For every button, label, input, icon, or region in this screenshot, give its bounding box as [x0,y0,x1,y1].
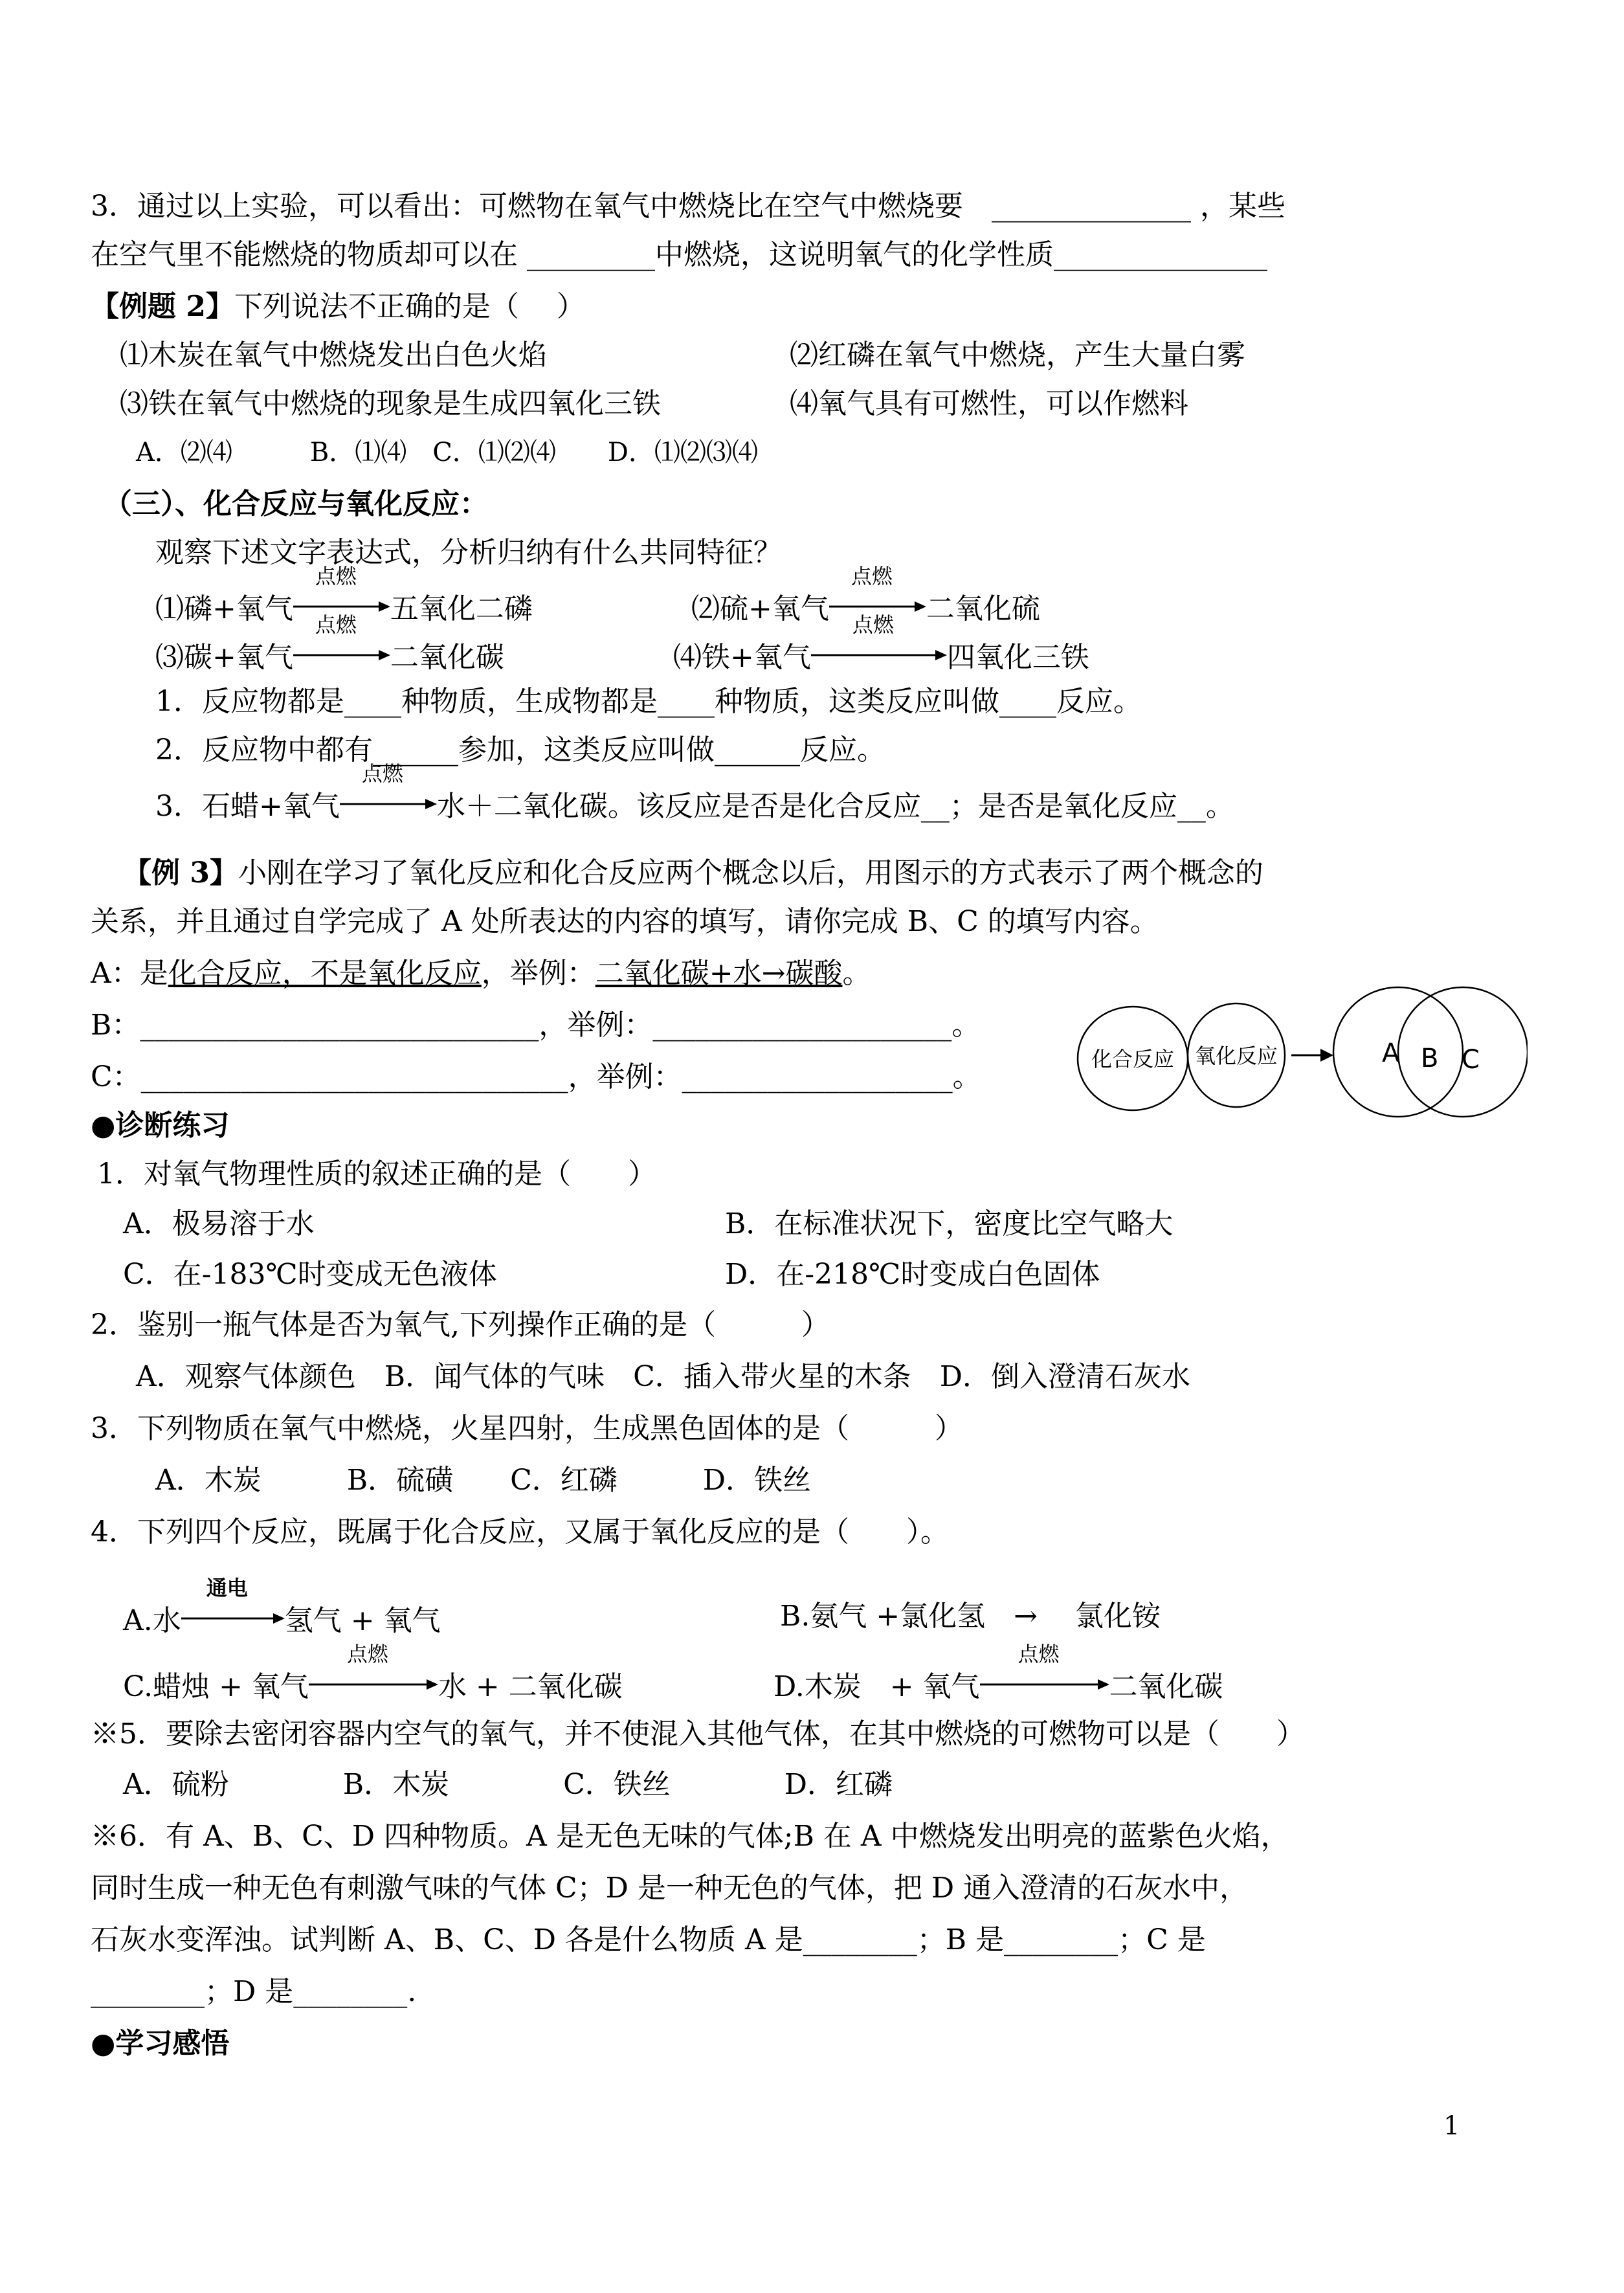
reaction-arrow [309,1642,438,1696]
diag-q3-options: A．木炭 B．硫磺 C．红磷 D．铁丝 [155,1464,812,1497]
venn-diagram [1062,968,1528,1136]
arrow-label: 点燃 [346,1642,388,1666]
equation-1-left: ⑴磷+氧气 [155,592,293,625]
fill-1: 1．反应物都是____种物质，生成物都是____种物质，这类反应叫做____反应。 [155,685,1142,718]
example3-b: B：____________________________，举例：_____________________。 [91,1009,981,1042]
oxidation-reaction-label: 氧化反应 [1194,1044,1278,1068]
example2-title: 【例题 2】 [91,290,234,323]
observe-prompt: 观察下述文字表达式，分析归纳有什么共同特征？ [155,536,782,569]
page-number: 1 [1443,2111,1460,2141]
fill-3 [155,761,1234,825]
example3-a-example: 二氧化碳+水→碳酸 [595,957,843,990]
section3-title: （三）、化合反应与氧化反应： [104,487,488,520]
example3-a-prefix: A：是 [91,957,168,990]
fill-3-left: 3．石蜡+氧气 [155,790,340,823]
example3-line2: 关系，并且通过自学完成了 A 处所表达的内容的填写，请你完成 B、C 的填写内容。 [91,905,1159,938]
venn-label-a: A [1382,1038,1400,1068]
example2-option-2: ⑵红磷在氧气中燃烧，产生大量白雾 [790,339,1245,372]
example3-title: 【例 3】 [123,856,238,889]
q3-line1: 3．通过以上实验，可以看出：可燃物在氧气中燃烧比在空气中燃烧要 ______________ ，某些 [91,190,1285,223]
example2-option-1: ⑴木炭在氧气中燃烧发出白色火焰 [120,339,547,372]
diag-q4-a [123,1576,441,1640]
arrow-label: 点燃 [851,564,893,588]
equation-2-right: 二氧化硫 [926,592,1040,625]
diag-q4: 4．下列四个反应，既属于化合反应，又属于氧化反应的是（ ）。 [91,1516,949,1549]
venn-arrow-head [1320,1049,1333,1062]
example3-a [91,955,871,992]
reaction-arrow [811,612,947,667]
diag-q6-line3: 石灰水变浑浊。试判断 A、B、C、D 各是什么物质 A 是________；B 是________；C 是 [91,1923,1206,1956]
diag-q1-d: D．在-218℃时变成白色固体 [725,1258,1100,1291]
reaction-arrow [293,612,390,667]
q4-a-right: 氢气 + 氧气 [284,1604,441,1637]
equation-4-right: 四氧化三铁 [946,641,1089,674]
arrow-label: 点燃 [315,564,357,588]
equation-3 [155,612,504,677]
reaction-arrow [181,1576,285,1630]
venn-label-c: C [1462,1045,1480,1075]
diagnosis-title: ●诊断练习 [91,1109,230,1142]
arrow-label: 点燃 [852,612,894,637]
venn-label-b: B [1421,1044,1439,1073]
q3-line2: 在空气里不能燃烧的物质却可以在 _________中燃烧，这说明氧气的化学性质_______________ [91,238,1267,271]
q4-c-right: 水 + 二氧化碳 [438,1670,623,1703]
diag-q4-d [773,1642,1223,1706]
example3-a-definition: 化合反应，不是氧化反应 [168,957,482,990]
reaction-arrow [980,1642,1109,1696]
example2-question-text: 下列说法不正确的是（ ） [234,290,585,323]
equation-2-left: ⑵硫+氧气 [691,592,829,625]
equation-4-left: ⑷铁+氧气 [673,641,811,674]
example3-a-end: 。 [842,957,871,990]
equation-3-right: 二氧化碳 [390,641,504,674]
reaction-arrow [340,761,437,816]
example2-option-3: ⑶铁在氧气中燃烧的现象是生成四氧化三铁 [120,387,661,420]
fill-3-right: 水＋二氧化碳。该反应是否是化合反应__；是否是氧化反应__。 [436,790,1234,823]
diag-q6-line4: ________；D 是________. [91,1975,417,2008]
arrow-label: 点燃 [315,612,357,637]
equation-1-right: 五氧化二磷 [390,592,533,625]
equation-3-left: ⑶碳+氧气 [155,641,293,674]
diag-q5-options: A．硫粉 B．木炭 C．铁丝 D．红磷 [123,1768,893,1801]
diag-q1: 1．对氧气物理性质的叙述正确的是（ ） [97,1158,656,1191]
diag-q4-c [123,1642,623,1706]
arrow-label: 点燃 [1018,1642,1060,1666]
diag-q2: 2．鉴别一瓶气体是否为氧气,下列操作正确的是（ ） [91,1308,830,1341]
q4-c-left: C.蜡烛 + 氧气 [123,1670,309,1703]
diag-q1-b: B．在标准状况下，密度比空气略大 [725,1207,1174,1240]
equation-4 [673,612,1089,677]
diag-q5: ※5．要除去密闭容器内空气的氧气，并不使混入其他气体，在其中燃烧的可燃物可以是（ ） [91,1717,1305,1751]
fill-2: 2．反应物中都有______参加，这类反应叫做______反应。 [155,733,885,766]
diag-q1-c: C．在-183℃时变成无色液体 [123,1258,497,1291]
arrow-label: 点燃 [361,761,403,786]
example3-a-mid: ，举例： [481,957,595,990]
q4-a-left: A.水 [123,1604,181,1637]
q4-d-right: 二氧化碳 [1109,1670,1223,1703]
reflection-title: ●学习感悟 [91,2027,230,2060]
diag-q3: 3．下列物质在氧气中燃烧，火星四射，生成黑色固体的是（ ） [91,1412,963,1445]
combination-reaction-label: 化合反应 [1091,1047,1175,1071]
example3-line1 [123,855,1263,892]
diag-q1-a: A．极易溶于水 [123,1207,315,1240]
example2-option-4: ⑷氧气具有可燃性，可以作燃料 [790,387,1188,420]
diag-q6-line2: 同时生成一种无色有刺激气味的气体 C；D 是一种无色的气体，把 D 通入澄清的石灰水中， [91,1872,1249,1905]
example2-question [91,288,585,326]
diag-q6-line1: ※6．有 A、B、C、D 四种物质。A 是无色无味的气体;B 在 A 中燃烧发出明亮的蓝紫色火焰， [91,1820,1289,1853]
example3-text: 小刚在学习了氧化反应和化合反应两个概念以后，用图示的方式表示了两个概念的 [238,856,1263,889]
diag-q2-options: A．观察气体颜色 B．闻气体的气味 C．插入带火星的木条 D．倒入澄清石灰水 [136,1360,1191,1393]
q4-d-left: D.木炭 + 氧气 [773,1670,980,1703]
arrow-label: 通电 [206,1576,248,1600]
example3-c: C：______________________________，举例：___________________。 [91,1060,981,1093]
diag-q4-b: B.氨气 +氯化氢 → 氯化铵 [780,1600,1161,1633]
example2-choices: A．⑵⑷ B．⑴⑷ C．⑴⑵⑷ D．⑴⑵⑶⑷ [136,438,758,467]
